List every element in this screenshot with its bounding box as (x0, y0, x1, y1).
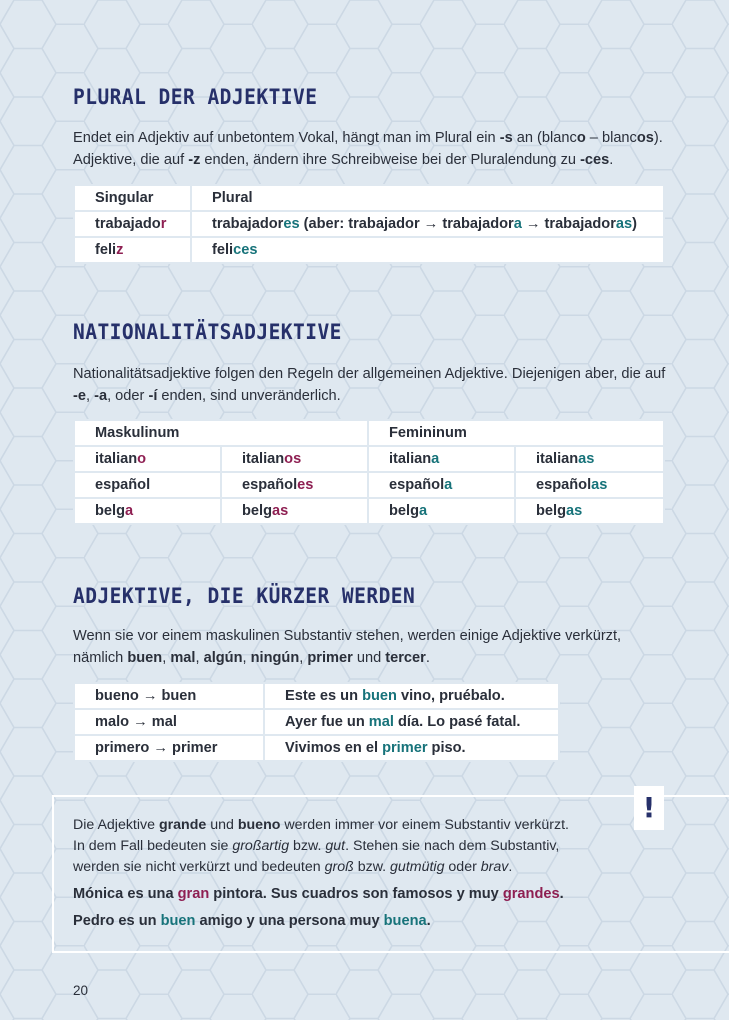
table-cell: bueno → buen (75, 684, 263, 708)
table-cell: trabajadores (aber: trabajador → trabajadora → trabajadoras) (192, 212, 663, 236)
table-cell: malo → mal (75, 710, 263, 734)
header-masculine: Maskulinum (75, 421, 367, 445)
table-cell: trabajador (75, 212, 190, 236)
plural-table (73, 184, 665, 264)
section-intro-plural: Endet ein Adjektiv auf unbetontem Vokal, hängt man im Plural ein -s an (blanco – blancos). Adjektive, die auf -z enden, ändern ihre Schreibweise bei der Pluralendung zu -ces. (73, 130, 663, 168)
table-cell: felices (192, 238, 663, 262)
table-cell: Este es un buen vino, pruébalo. (265, 684, 558, 708)
page-number: 20 (73, 983, 89, 998)
table-cell: italianas (516, 447, 663, 471)
table-row (75, 212, 663, 236)
header-feminine: Femininum (369, 421, 663, 445)
table-header-row (75, 421, 663, 445)
section-title-plural: PLURAL DER ADJEKTIVE (73, 85, 318, 109)
table-cell: italianos (222, 447, 367, 471)
shortened-table (73, 682, 560, 762)
table-cell: Vivimos en el primer piso. (265, 736, 558, 760)
note-example-1: Mónica es una gran pintora. Sus cuadros son famosos y muy grandes. (73, 886, 564, 902)
table-cell: primero → primer (75, 736, 263, 760)
table-cell: española (369, 473, 514, 497)
table-cell: belga (75, 499, 220, 523)
table-cell: belga (369, 499, 514, 523)
table-row (75, 684, 558, 708)
table-header-row (75, 186, 663, 210)
header-singular: Singular (75, 186, 190, 210)
table-row (75, 447, 663, 471)
header-plural: Plural (192, 186, 663, 210)
table-row (75, 499, 663, 523)
section-title-nationality: NATIONALITÄTSADJEKTIVE (73, 320, 342, 344)
table-cell: español (75, 473, 220, 497)
table-row (75, 710, 558, 734)
table-row (75, 736, 558, 760)
exclamation-icon: ! (634, 786, 664, 830)
table-cell: feliz (75, 238, 190, 262)
table-row (75, 473, 663, 497)
table-cell: italiano (75, 447, 220, 471)
section-intro-shortened: Wenn sie vor einem maskulinen Substantiv stehen, werden einige Adjektive verkürzt, nämlich buen, mal, algún, ningún, primer und tercer. (73, 628, 622, 666)
section-title-shortened: ADJEKTIVE, DIE KÜRZER WERDEN (73, 584, 416, 608)
table-cell: españoles (222, 473, 367, 497)
section-intro-nationality: Nationalitätsadjektive folgen den Regeln der allgemeinen Adjektive. Diejenigen aber, die auf -e, -a, oder -í enden, sind unveränderlich. (73, 366, 666, 404)
note-example-2: Pedro es un buen amigo y una persona muy buena. (73, 913, 431, 929)
table-row (75, 238, 663, 262)
table-cell: belgas (516, 499, 663, 523)
nationality-table (73, 419, 665, 525)
table-cell: belgas (222, 499, 367, 523)
table-cell: españolas (516, 473, 663, 497)
note-text: Die Adjektive grande und bueno werden immer vor einem Substantiv verkürzt. In dem Fall bedeuten sie großartig bzw. gut. Stehen sie nach dem Substantiv, werden sie nicht verkürzt und bedeuten groß bzw. gutmütig oder brav. (73, 817, 569, 875)
table-cell: italiana (369, 447, 514, 471)
table-cell: Ayer fue un mal día. Lo pasé fatal. (265, 710, 558, 734)
